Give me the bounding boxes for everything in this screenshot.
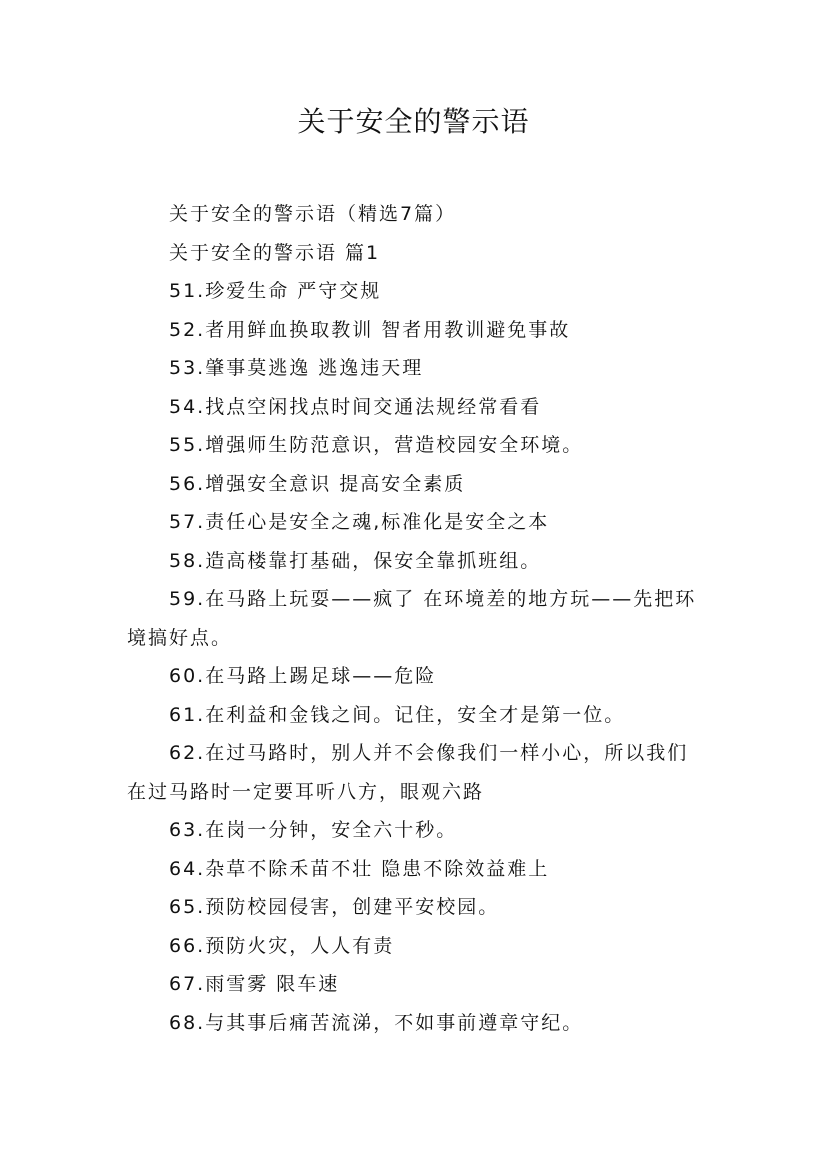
- paragraph: 关于安全的警示语 篇1: [169, 241, 381, 264]
- slogan-item: 53.肇事莫逃逸 逃逸违天理: [169, 357, 424, 379]
- document-title: 关于安全的警示语: [297, 105, 530, 138]
- slogan-item: 61.在利益和金钱之间。记住，安全才是第一位。: [169, 703, 626, 726]
- slogan-item: 60.在马路上踢足球——危险: [169, 665, 437, 687]
- slogan-item: 65.预防校园侵害，创建平安校园。: [169, 896, 500, 918]
- slogan-item: 59.在马路上玩耍——疯了 在环境差的地方玩——先把环境搞好点。: [127, 588, 697, 649]
- slogan-item: 56.增强安全意识 提高安全素质: [169, 472, 466, 495]
- slogan-item: 51.珍爱生命 严守交规: [169, 280, 382, 302]
- paragraph: 关于安全的警示语（精选7篇）: [169, 203, 457, 225]
- slogan-item: 58.造高楼靠打基础，保安全靠抓班组。: [169, 549, 542, 572]
- slogan-item: 55.增强师生防范意识，营造校园安全环境。: [169, 434, 584, 456]
- slogan-item: 57.责任心是安全之魂,标准化是安全之本: [169, 511, 550, 533]
- slogan-item: 66.预防火灾，人人有责: [169, 934, 395, 957]
- slogan-item: 52.者用鲜血换取教训 智者用教训避免事故: [169, 318, 571, 341]
- slogan-item: 63.在岗一分钟，安全六十秒。: [169, 819, 458, 841]
- document-body: [127, 195, 707, 1042]
- slogan-item: 67.雨雪雾 限车速: [169, 973, 340, 995]
- slogan-item: 54.找点空闲找点时间交通法规经常看看: [169, 395, 542, 418]
- slogan-item: 68.与其事后痛苦流涕，不如事前遵章守纪。: [169, 1011, 584, 1034]
- slogan-item: 62.在过马路时，别人并不会像我们一样小心，所以我们在过马路时一定要耳听八方，眼观六路: [127, 742, 689, 803]
- slogan-item: 64.杂草不除禾苗不壮 隐患不除效益难上: [169, 857, 550, 880]
